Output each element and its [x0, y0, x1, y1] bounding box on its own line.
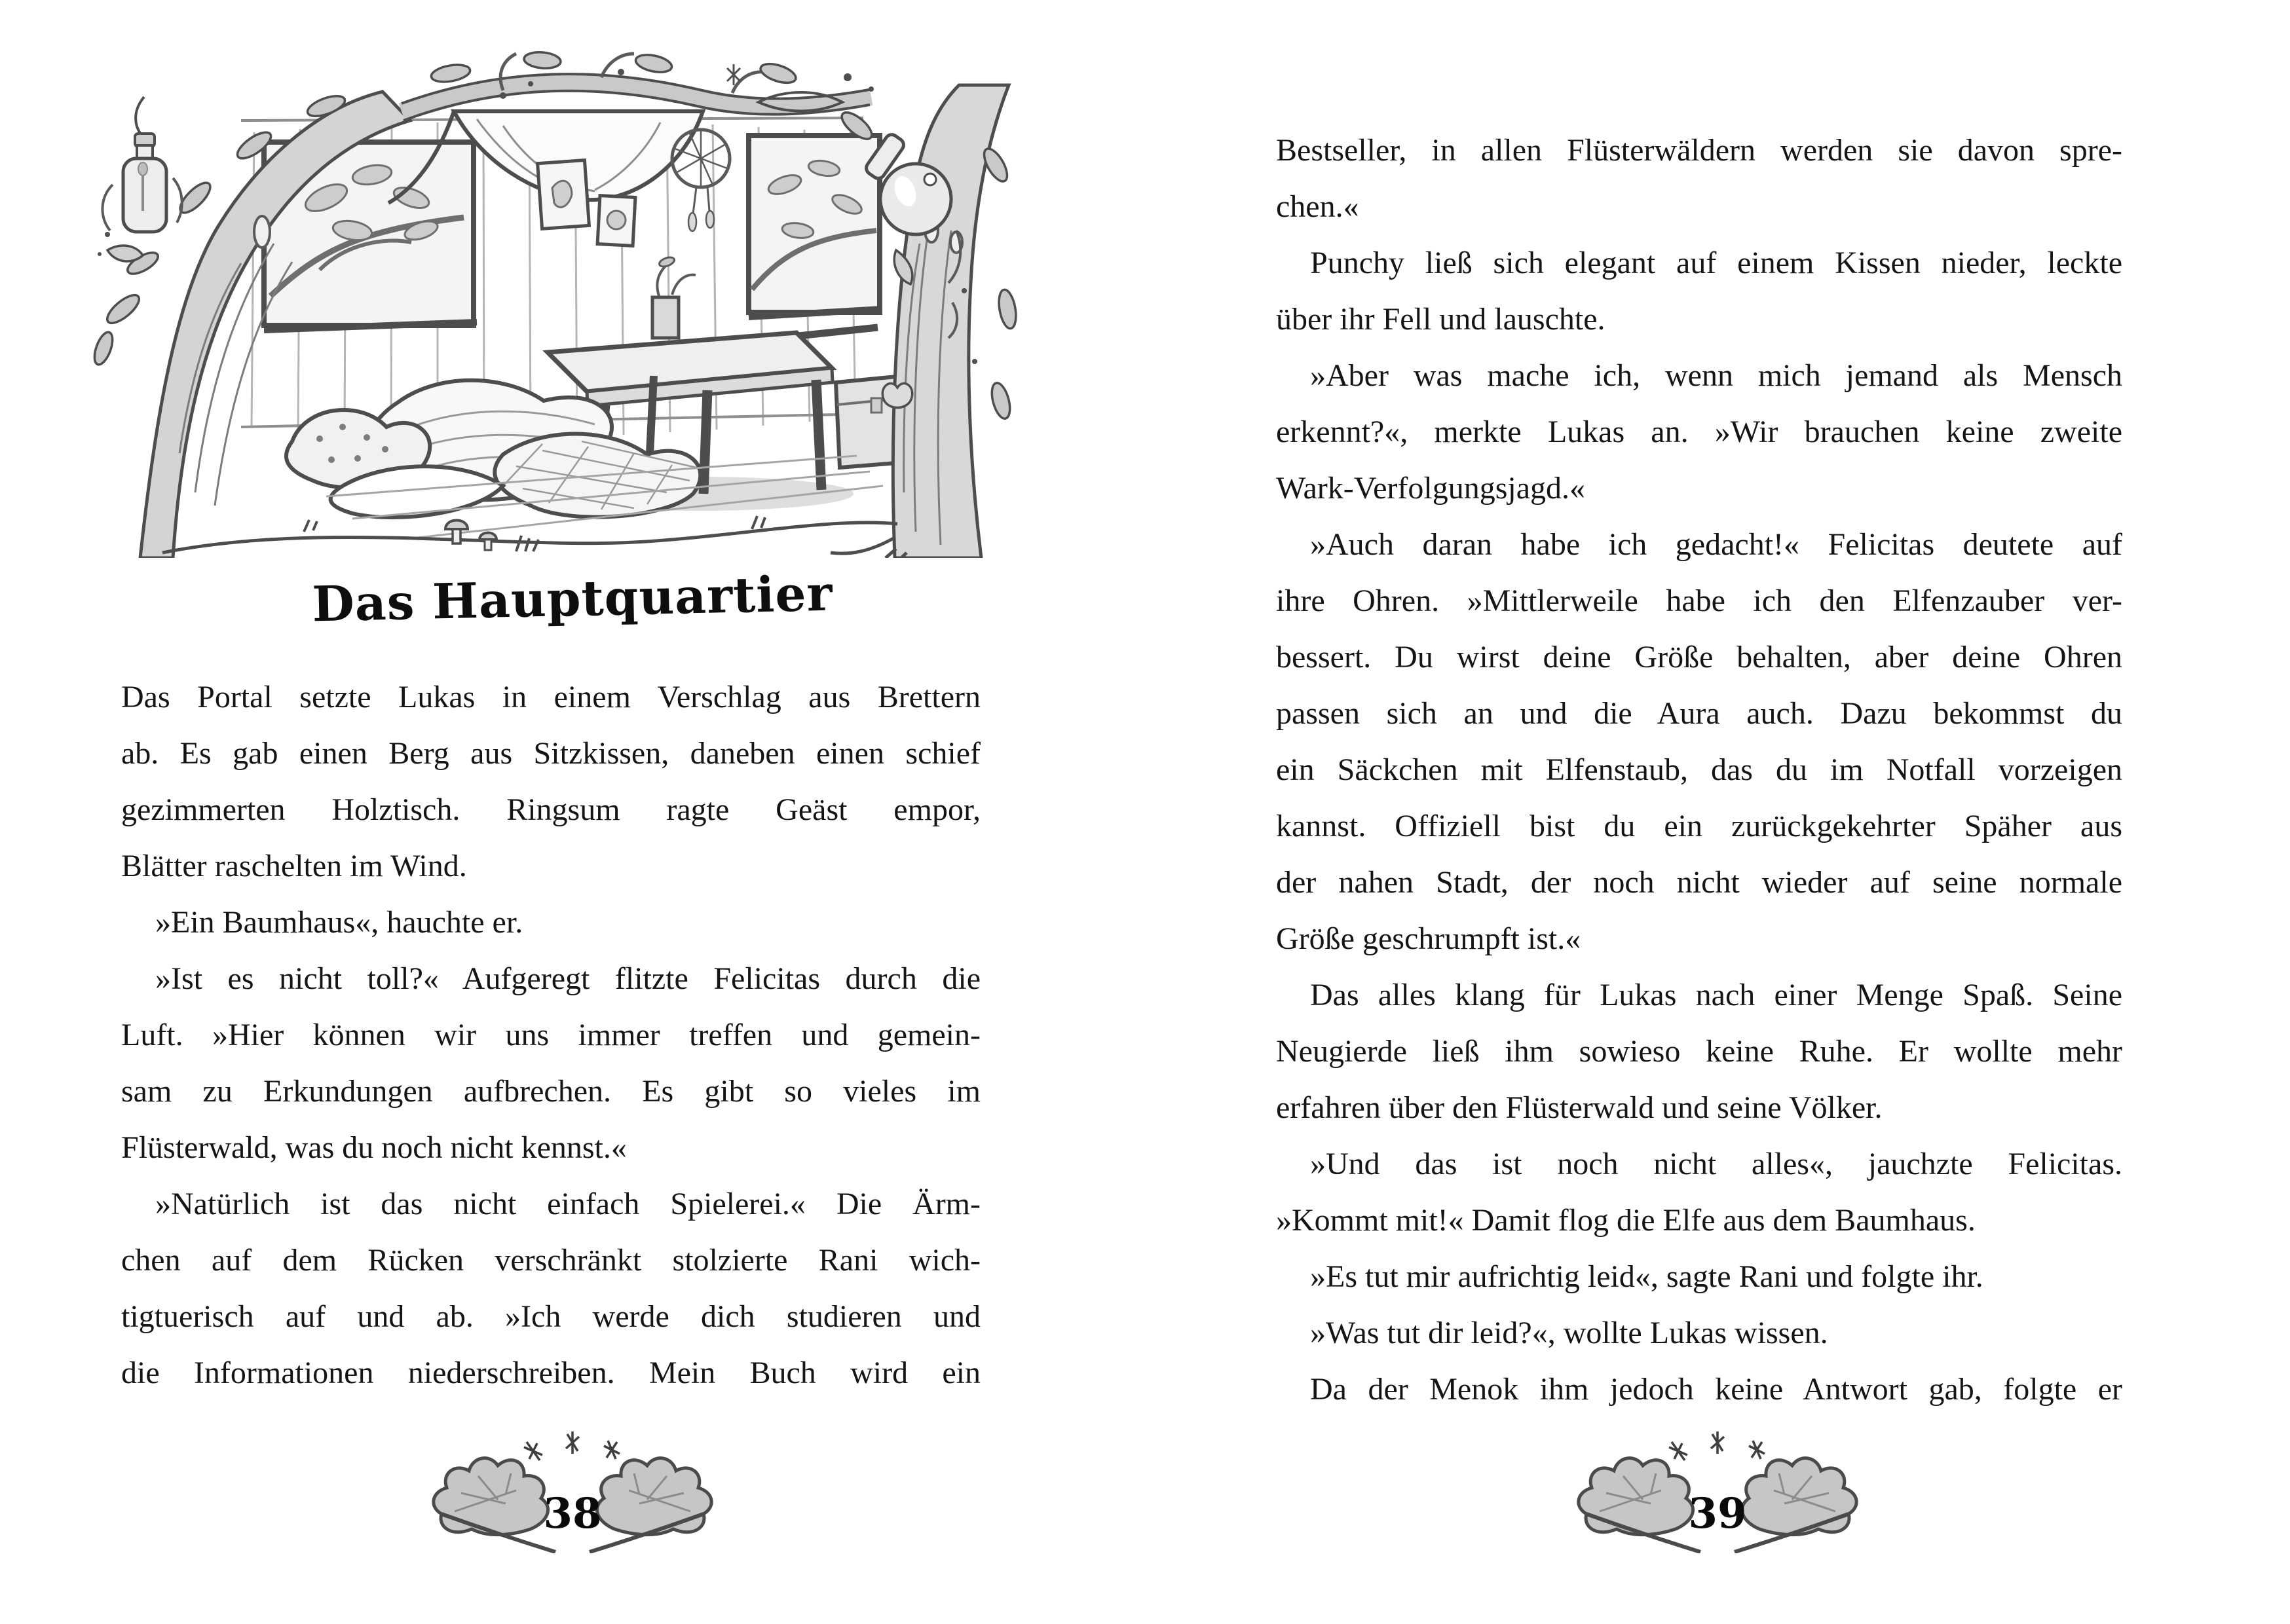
body-text-left	[121, 669, 981, 1401]
text-line: Bestseller, in allen Flüsterwäldern werden sie davon spre-	[1276, 133, 2122, 168]
text-line: die Informationen niederschreiben. Mein Buch wird ein	[121, 1356, 981, 1390]
text-line: ab. Es gab einen Berg aus Sitzkissen, daneben einen schief	[121, 736, 981, 771]
text-line: »Was tut dir leid?«, wollte Lukas wissen.	[1310, 1316, 1828, 1350]
text-line: Blätter raschelten im Wind.	[121, 849, 467, 883]
text-line: Das Portal setzte Lukas in einem Verschlag aus Brettern	[121, 680, 981, 714]
hanging-bottle-icon	[102, 97, 181, 261]
text-line: chen.«	[1276, 189, 1359, 224]
text-line: Größe geschrumpft ist.«	[1276, 921, 1581, 956]
text-line: »Und das ist noch nicht alles«, jauchzte Felicitas.	[1310, 1147, 2122, 1181]
text-line: »Natürlich ist das nicht einfach Spielerei.« Die Ärm-	[155, 1187, 981, 1221]
window-right	[749, 136, 882, 317]
text-line: der nahen Stadt, der noch nicht wieder auf seine normale	[1276, 865, 2122, 900]
text-line: Punchy ließ sich elegant auf einem Kissen nieder, leckte	[1310, 246, 2122, 280]
page-number: 39	[1688, 1489, 1747, 1538]
text-line: tigtuerisch auf und ab. »Ich werde dich studieren und	[121, 1299, 981, 1334]
text-line: »Aber was mache ich, wenn mich jemand als Mensch	[1310, 358, 2122, 393]
text-line: »Ein Baumhaus«, hauchte er.	[155, 905, 523, 940]
text-line: Da der Menok ihm jedoch keine Antwort gab, folgte er	[1310, 1372, 2122, 1407]
text-line: chen auf dem Rücken verschränkt stolzierte Rani wich-	[121, 1243, 981, 1278]
text-line: Neugierde ließ ihm sowieso keine Ruhe. Er wollte mehr	[1276, 1034, 2122, 1069]
text-line: kannst. Offiziell bist du ein zurückgekehrter Späher aus	[1276, 809, 2122, 843]
text-line: gezimmerten Holztisch. Ringsum ragte Geäst empor,	[121, 792, 981, 827]
mushrooms-and-grass	[162, 516, 897, 553]
text-line: »Es tut mir aufrichtig leid«, sagte Rani und folgte ihr.	[1310, 1259, 1983, 1294]
text-line: über ihr Fell und lauschte.	[1276, 302, 1605, 337]
text-line: erfahren über den Flüsterwald und seine Völker.	[1276, 1090, 1883, 1125]
text-line: bessert. Du wirst deine Größe behalten, aber deine Ohren	[1276, 640, 2122, 674]
text-line: Flüsterwald, was du noch nicht kennst.«	[121, 1130, 627, 1165]
treehouse-illustration-icon	[43, 34, 1028, 558]
text-line: ein Säckchen mit Elfenstaub, das du im Notfall vorzeigen	[1276, 752, 2122, 787]
page-footer-ornament	[1573, 1429, 1862, 1553]
text-line: »Ist es nicht toll?« Aufgeregt flitzte Felicitas durch die	[155, 961, 981, 996]
text-line: »Auch daran habe ich gedacht!« Felicitas deutete auf	[1310, 527, 2122, 562]
chapter-illustration	[43, 34, 1028, 558]
text-line: »Kommt mit!« Damit flog die Elfe aus dem Baumhaus.	[1276, 1203, 1976, 1238]
text-line: sam zu Erkundungen aufbrechen. Es gibt so vieles im	[121, 1074, 981, 1109]
text-line: erkennt?«, merkte Lukas an. »Wir brauchen keine zweite	[1276, 415, 2122, 449]
text-line: ihre Ohren. »Mittlerweile habe ich den Elfenzauber ver-	[1276, 583, 2122, 618]
text-line: passen sich an und die Aura auch. Dazu bekommst du	[1276, 696, 2122, 731]
text-line: Das alles klang für Lukas nach einer Menge Spaß. Seine	[1310, 978, 2122, 1012]
right-page	[1145, 0, 2290, 1624]
text-line: Wark-Verfolgungsjagd.«	[1276, 471, 1586, 506]
chapter-title: Das Hauptquartier	[311, 565, 834, 633]
text-line: Luft. »Hier können wir uns immer treffen und gemein-	[121, 1018, 981, 1052]
page-footer-ornament	[428, 1429, 717, 1553]
body-text-right	[1276, 122, 2122, 1418]
page-number: 38	[543, 1489, 602, 1538]
